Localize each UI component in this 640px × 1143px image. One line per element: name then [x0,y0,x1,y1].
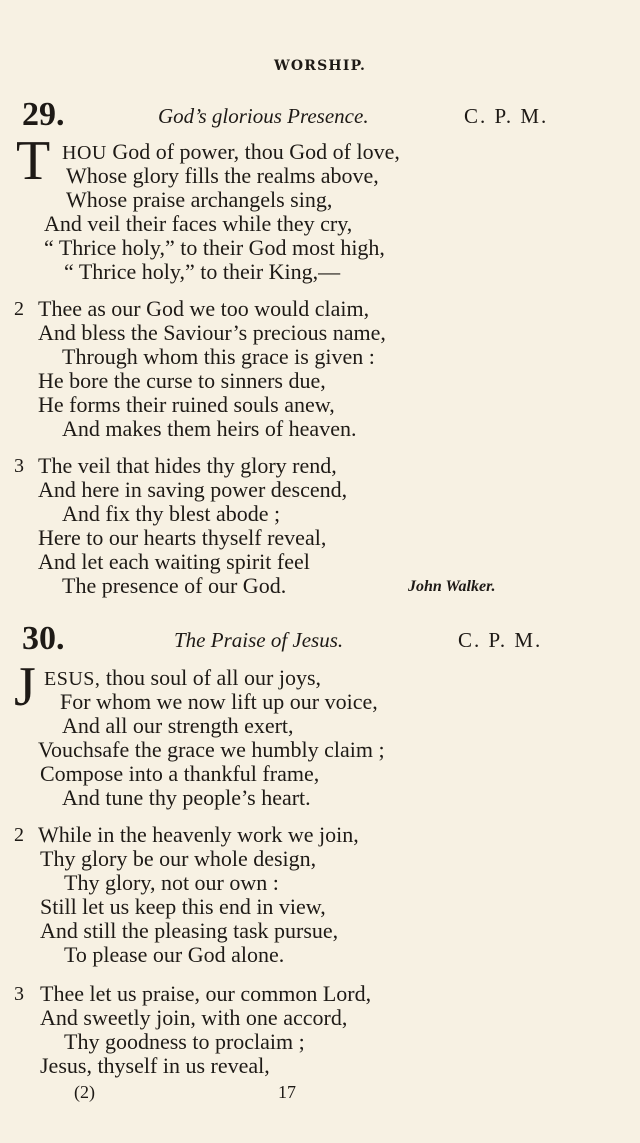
verse-line: Thy goodness to proclaim ; [64,1029,305,1054]
verse-line: And all our strength exert, [62,713,294,738]
verse-line: He forms their ruined souls anew, [38,392,335,417]
first-line-text: God of power, thou God of love, [106,139,400,164]
hymn-title: The Praise of Jesus. [174,628,344,652]
verse-line: Vouchsafe the grace we humbly claim ; [38,737,385,762]
verse-number: 3 [14,983,24,1005]
verse-line: To please our God alone. [64,942,285,967]
author-attribution: John Walker. [408,578,496,595]
verse-line: And here in saving power descend, [38,477,348,502]
hymn-30-header [22,620,582,664]
verse-line [44,666,321,691]
verse-line: He bore the curse to sinners due, [38,368,326,393]
verse-line: And still the pleasing task pursue, [40,918,339,943]
verse-line: Whose glory fills the realms above, [66,163,379,188]
hymn-title: God’s glorious Presence. [158,104,369,128]
drop-cap: T [16,130,51,192]
verse-line: And let each waiting spirit feel [38,549,310,574]
verse-number: 2 [14,298,24,320]
verse-line: And bless the Saviour’s precious name, [38,320,386,345]
first-word-caps: HOU [62,142,107,164]
hymn-meter: C. P. M. [458,628,543,652]
verse-line: Here to our hearts thyself reveal, [38,525,327,550]
verse-line: While in the heavenly work we join, [38,822,359,847]
verse-line: Whose praise archangels sing, [66,187,333,212]
verse-line: The veil that hides thy glory rend, [38,453,337,478]
verse-line: And fix thy blest abode ; [62,501,281,526]
verse-line: Thy glory, not our own : [64,870,279,895]
verse-line: Jesus, thyself in us reveal, [40,1053,270,1078]
first-line-text: thou soul of all our joys, [100,665,322,690]
page-number: 17 [278,1082,296,1102]
verse-line [62,140,400,165]
verse-line: And makes them heirs of heaven. [62,416,357,441]
hymn-meter: C. P. M. [464,104,549,128]
verse-line: Compose into a thankful frame, [40,761,320,786]
verse-number: 3 [14,455,24,477]
verse-line: And sweetly join, with one accord, [40,1005,348,1030]
first-word-caps: ESUS, [44,668,101,690]
verse-line: The presence of our God. [62,573,287,598]
verse-line: “ Thrice holy,” to their God most high, [44,235,385,260]
verse-line: Thee let us praise, our common Lord, [40,981,372,1006]
verse-line: “ Thrice holy,” to their King,— [64,259,341,284]
verse-line: Still let us keep this end in view, [40,894,326,919]
hymn-number: 29. [22,96,65,133]
signature-mark: (2) [74,1082,95,1102]
verse-number: 2 [14,824,24,846]
verse-line: And veil their faces while they cry, [44,211,353,236]
drop-cap: J [14,656,36,718]
hymn-number: 30. [22,620,65,657]
verse-line: And tune thy people’s heart. [62,785,311,810]
verse-line: For whom we now lift up our voice, [60,689,378,714]
verse-line: Through whom this grace is given : [62,344,375,369]
verse-line: Thy glory be our whole design, [40,846,317,871]
running-head: WORSHIP. [273,58,367,74]
hymn-29-header [22,96,582,140]
verse-line: Thee as our God we too would claim, [38,296,370,321]
